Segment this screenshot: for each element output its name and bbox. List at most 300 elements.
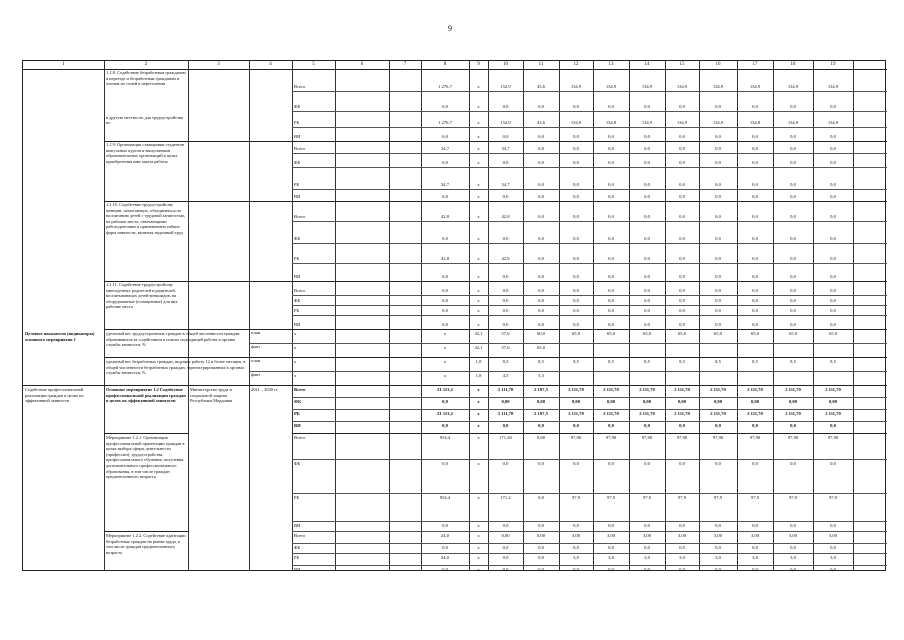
funding-source: ФБ: [294, 236, 301, 241]
year-value: 0,0: [644, 214, 650, 219]
year-value: 0,0: [573, 423, 579, 428]
year-value: 0,0: [830, 134, 836, 139]
year-value: 0,0: [502, 555, 509, 560]
total-value: х: [443, 373, 447, 378]
year-value: 134,9: [570, 84, 582, 89]
funding-source: х: [294, 345, 297, 350]
year-value: 0,0: [644, 274, 650, 279]
year-value: 152,9: [500, 84, 511, 89]
total-value: 21 113,2: [437, 387, 453, 392]
year-value: 97,9: [642, 495, 652, 500]
year-value: 134,9: [641, 84, 653, 89]
row-divider: [292, 189, 887, 190]
year-value: 0,0: [502, 567, 509, 572]
year-value: 0,0: [830, 274, 836, 279]
year-value: 0,0: [502, 322, 509, 327]
year-value: 0,0: [538, 288, 544, 293]
year-value: 0,0: [790, 423, 796, 428]
row-divider: [292, 263, 887, 264]
year-value: 134,9: [749, 120, 761, 125]
measure-description: 1.1.11. Содействие трудоустройству многодетных родителей и родителей, воспитывающих детей-инвалидов, на оборудованные (оснащенные) для них рабочие места: [106, 282, 178, 310]
year-value: 0,00: [536, 533, 546, 538]
year-value: 3,00: [606, 533, 616, 538]
year-value: 0,0: [715, 298, 721, 303]
row-divider: [292, 315, 887, 316]
year-value: 3,0: [608, 555, 614, 560]
year-value: 0,0: [752, 545, 758, 550]
year-value: 57,6: [501, 331, 510, 336]
base-value: 1,8: [475, 373, 482, 378]
measure-description: 1.1.8. Содействие безработным гражданам в переезде и безработным гражданам и членам их семей в переселении в другую местность для трудоустройства по: [106, 70, 186, 126]
year-value: 0,0: [573, 146, 579, 151]
year-value: 0,0: [679, 104, 685, 109]
year-value: 42,8: [501, 256, 510, 261]
year-value: 0,0: [573, 298, 579, 303]
year-value: 3,00: [750, 533, 760, 538]
year-value: 134,9: [605, 84, 617, 89]
column-divider: [188, 61, 189, 570]
funding-source: Всего: [294, 435, 306, 440]
year-value: 0,0: [644, 308, 650, 313]
year-value: 0,0: [679, 308, 685, 313]
year-value: 0,00: [750, 399, 760, 404]
total-value: 21 113,2: [437, 411, 453, 416]
base-value: х: [477, 274, 480, 279]
year-value: 0,0: [752, 134, 758, 139]
year-value: 0,0: [715, 523, 721, 528]
year-value: 0,0: [538, 545, 544, 550]
row-divider: [23, 385, 887, 386]
year-value: 97,90: [605, 435, 617, 440]
total-value: 34,7: [440, 182, 450, 187]
year-value: 0,0: [608, 134, 614, 139]
year-value: 0,0: [538, 214, 544, 219]
base-value: х: [477, 298, 480, 303]
year-value: 2 111,70: [674, 411, 690, 416]
year-value: 0,0: [679, 134, 685, 139]
year-value: 65,0: [642, 331, 652, 336]
base-value: х: [477, 182, 480, 187]
year-value: 0,0: [830, 288, 836, 293]
year-value: 3,00: [828, 533, 838, 538]
row-divider: [292, 91, 887, 92]
year-value: 0,0: [679, 214, 685, 219]
year-value: 0,0: [830, 461, 836, 466]
indicator-section-label: Целевые показатели (индикаторы) основного мероприятия 1: [25, 331, 95, 342]
year-value: 3,00: [571, 533, 581, 538]
year-value: 0,0: [573, 567, 579, 572]
year-value: 0,0: [644, 256, 650, 261]
total-value: 42,8: [440, 214, 450, 219]
year-value: 0,0: [644, 423, 650, 428]
year-value: 0,00: [713, 399, 723, 404]
year-value: 0,0: [608, 308, 614, 313]
year-value: 2 111,70: [825, 411, 841, 416]
funding-source: Всего: [294, 146, 306, 151]
year-value: 134,9: [827, 84, 839, 89]
year-value: 134,9: [787, 120, 799, 125]
year-value: 0,0: [573, 308, 579, 313]
year-value: 0,0: [538, 423, 544, 428]
row-divider: [292, 543, 887, 544]
year-value: 0,0: [790, 567, 796, 572]
budget-table: [22, 60, 886, 571]
funding-source: ВИ: [294, 274, 301, 279]
year-value: 2 111,70: [747, 387, 763, 392]
total-value: 0,0: [442, 134, 448, 139]
period: 2021 – 2030 гг.: [251, 387, 279, 392]
year-value: 0,0: [608, 322, 614, 327]
year-value: 0,0: [573, 194, 579, 199]
row-divider: [292, 531, 887, 532]
year-value: 97,9: [788, 495, 798, 500]
base-value: х: [477, 104, 480, 109]
total-value: 0,0: [442, 461, 448, 466]
year-value: 0,0: [644, 523, 650, 528]
year-value: 0,0: [608, 545, 614, 550]
year-value: 0,0: [715, 214, 721, 219]
year-value: 0,0: [752, 308, 758, 313]
measure-description: 1.1.10. Содействие трудоустройству женщин, помогающих, объединяться по воспитанию детей с трудовой занятостью, на рабочие места, отвечающими работодателями и применением гибких форм занятости, включая надомный труд: [106, 202, 186, 235]
base-value: х: [477, 411, 480, 416]
row-divider: [292, 565, 887, 566]
base-value: х: [477, 387, 480, 392]
base-value: х: [477, 134, 480, 139]
year-value: 0,0: [715, 288, 721, 293]
funding-source: РБ: [294, 120, 300, 125]
year-value: 65,0: [828, 331, 838, 336]
year-value: 0,0: [790, 104, 796, 109]
total-value: х: [443, 331, 447, 336]
plan-label: план: [251, 358, 261, 363]
year-value: 0,0: [715, 104, 721, 109]
year-value: 0,0: [715, 236, 721, 241]
base-value: 42,1: [474, 345, 483, 350]
row-divider: [292, 127, 887, 128]
year-value: 0,0: [644, 461, 650, 466]
year-value: 97,90: [676, 435, 688, 440]
fact-label: факт: [251, 372, 261, 377]
year-value: 0,0: [608, 423, 614, 428]
column-divider: [104, 61, 105, 570]
funding-source: ФБ: [294, 104, 301, 109]
total-value: 1 276,7: [438, 84, 452, 89]
total-value: 0,0: [442, 523, 448, 528]
year-value: 134,9: [712, 120, 724, 125]
year-value: 97,90: [641, 435, 653, 440]
funding-source: РБ: [294, 495, 300, 500]
row-divider: [104, 433, 188, 434]
main-measure-title: Основное мероприятие 1.2 Содействие профессиональной реализации граждан в целях их эффективной занятости: [106, 387, 186, 404]
year-value: 65,0: [571, 331, 581, 336]
year-value: 0,0: [679, 160, 685, 165]
year-value: 2 111,70: [603, 387, 619, 392]
year-value: 0,0: [790, 160, 796, 165]
year-value: 0,0: [790, 146, 796, 151]
year-value: 0,0: [608, 274, 614, 279]
year-value: 97,9: [677, 495, 687, 500]
total-value: х: [443, 359, 447, 364]
year-value: 2 111,70: [497, 387, 514, 392]
year-value: 0,0: [502, 423, 509, 428]
funding-source: х: [294, 331, 297, 336]
year-value: 0,0: [538, 567, 544, 572]
year-value: 2 111,70: [639, 387, 655, 392]
year-value: 0,0: [830, 194, 836, 199]
year-value: 0,0: [608, 288, 614, 293]
year-value: 0,0: [715, 322, 721, 327]
funding-source: Всего: [294, 533, 306, 538]
total-value: 0,0: [442, 194, 448, 199]
total-value: 954,4: [439, 435, 451, 440]
row-divider: [292, 295, 887, 296]
year-value: 3,0: [830, 555, 836, 560]
year-value: 0,0: [752, 256, 758, 261]
year-value: 0,0: [679, 256, 685, 261]
header-number: 4: [269, 62, 272, 67]
year-value: 43,6: [536, 84, 546, 89]
year-value: 43,6: [536, 120, 546, 125]
base-value: х: [477, 322, 480, 327]
header-number: 11: [538, 62, 544, 67]
year-value: 0,0: [644, 545, 650, 550]
year-value: 0,0: [679, 423, 685, 428]
year-value: 8,5: [538, 359, 544, 364]
total-value: 0,0: [442, 160, 448, 165]
year-value: 57,6: [501, 345, 510, 350]
year-value: 0,0: [790, 256, 796, 261]
year-value: 0,0: [608, 146, 614, 151]
year-value: 0,0: [538, 461, 544, 466]
year-value: 3,0: [573, 555, 579, 560]
page-number: 9: [448, 24, 452, 33]
funding-source: РБ: [294, 555, 300, 560]
year-value: 34,7: [501, 182, 510, 187]
year-value: 0,0: [752, 567, 758, 572]
funding-source: ФБ: [294, 399, 301, 404]
year-value: 0,0: [644, 322, 650, 327]
row-divider: [292, 397, 887, 398]
year-value: 2 111,70: [603, 411, 619, 416]
year-value: 134,9: [676, 84, 688, 89]
year-value: 134,9: [570, 120, 582, 125]
year-value: 0,0: [752, 160, 758, 165]
base-value: х: [477, 399, 480, 404]
header-number: 8: [443, 62, 447, 67]
year-value: 0,0: [715, 274, 721, 279]
year-value: 171,2: [500, 495, 511, 500]
year-value: 8,5: [502, 359, 509, 364]
year-value: 0,0: [502, 134, 509, 139]
funding-source: РБ: [294, 308, 300, 313]
row-divider: [104, 357, 887, 358]
row-divider: [292, 305, 887, 306]
year-value: 2 111,70: [639, 411, 655, 416]
year-value: 0,0: [502, 236, 509, 241]
year-value: 0,0: [502, 104, 509, 109]
year-value: 8,5: [679, 359, 685, 364]
year-value: 0,0: [752, 461, 758, 466]
year-value: 0,0: [752, 182, 758, 187]
year-value: 0,0: [679, 236, 685, 241]
header-number: 15: [679, 62, 685, 67]
base-value: х: [477, 423, 480, 428]
measure-1-2-2: Мероприятие 1.2.2. Содействие адаптации безработных граждан на рынке труда, в том числе граждан предпенсионного возраста: [106, 533, 186, 555]
year-value: 0,0: [573, 461, 579, 466]
year-value: 97,90: [570, 435, 582, 440]
funding-source: ВИ: [294, 423, 301, 428]
year-value: 8,5: [715, 359, 721, 364]
header-number: 9: [477, 62, 480, 67]
year-value: 2 111,70: [710, 387, 726, 392]
year-value: 2 107,5: [534, 387, 548, 392]
base-value: х: [477, 435, 480, 440]
year-value: 0,0: [830, 523, 836, 528]
header-number: 3: [217, 62, 220, 67]
year-value: 0,0: [830, 146, 836, 151]
total-value: 0,0: [442, 104, 448, 109]
year-value: 0,0: [752, 322, 758, 327]
year-value: 0,00: [571, 399, 581, 404]
year-value: 0,0: [608, 182, 614, 187]
base-value: х: [477, 236, 480, 241]
base-value: х: [477, 567, 480, 572]
funding-source: РБ: [294, 182, 300, 187]
year-value: 0,0: [830, 567, 836, 572]
base-value: х: [477, 84, 480, 89]
fact-label: факт: [251, 344, 261, 349]
header-number: 10: [503, 62, 508, 67]
year-value: 171,20: [499, 435, 512, 440]
year-value: 0,0: [502, 523, 509, 528]
year-value: 134,9: [787, 84, 799, 89]
base-value: х: [477, 288, 480, 293]
row-divider: [292, 421, 887, 422]
year-value: 3,0: [752, 555, 758, 560]
year-value: 0,0: [830, 160, 836, 165]
base-value: х: [477, 256, 480, 261]
total-value: 0,0: [442, 423, 448, 428]
year-value: 0,0: [790, 134, 796, 139]
row-divider: [292, 167, 887, 168]
year-value: 3,0: [790, 555, 796, 560]
year-value: 0,0: [830, 236, 836, 241]
row-divider: [292, 493, 887, 494]
year-value: 0,00: [536, 435, 546, 440]
year-value: 0,0: [538, 256, 544, 261]
year-value: 0,0: [538, 495, 544, 500]
year-value: 0,0: [644, 236, 650, 241]
row-divider: [292, 329, 887, 330]
year-value: 0,00: [642, 399, 652, 404]
year-value: 0,0: [573, 288, 579, 293]
year-value: 2 111,70: [825, 387, 841, 392]
total-value: 0,0: [442, 288, 448, 293]
year-value: 0,0: [538, 555, 544, 560]
year-value: 0,00: [828, 399, 838, 404]
year-value: 0,0: [502, 194, 509, 199]
year-value: 0,0: [715, 146, 721, 151]
year-value: 0,0: [502, 308, 509, 313]
base-value: х: [477, 533, 480, 538]
base-value: х: [477, 160, 480, 165]
header-number: 7: [403, 62, 407, 67]
funding-source: ВИ: [294, 322, 301, 327]
header-number: 14: [644, 62, 650, 67]
total-value: 0,0: [442, 298, 448, 303]
year-value: 0,0: [790, 274, 796, 279]
funding-source: Всего: [294, 214, 306, 219]
year-value: 0,0: [608, 194, 614, 199]
year-value: 0,0: [679, 194, 685, 199]
year-value: 0,0: [679, 567, 685, 572]
year-value: 0,0: [790, 298, 796, 303]
year-value: 60,0: [536, 331, 546, 336]
year-value: 134,9: [712, 84, 724, 89]
year-value: 65,0: [536, 345, 546, 350]
base-value: х: [477, 523, 480, 528]
funding-source: ФБ: [294, 298, 301, 303]
year-value: 0,0: [830, 298, 836, 303]
year-value: 0,0: [538, 194, 544, 199]
year-value: 0,00: [677, 399, 687, 404]
year-value: 65,0: [606, 331, 616, 336]
year-value: 0,0: [790, 461, 796, 466]
year-value: 0,0: [608, 160, 614, 165]
funding-source: ВИ: [294, 194, 301, 199]
year-value: 0,0: [573, 523, 579, 528]
header-number: 5: [312, 62, 315, 67]
year-value: 8,5: [830, 359, 836, 364]
year-value: 34,7: [501, 146, 510, 151]
year-value: 0,0: [679, 545, 685, 550]
year-value: 4,5: [502, 373, 509, 378]
row-divider: [292, 141, 887, 142]
year-value: 0,0: [573, 134, 579, 139]
year-value: 0,0: [538, 298, 544, 303]
row-divider: [292, 521, 887, 522]
header-number: 2: [144, 62, 148, 67]
funding-source: ВИ: [294, 523, 301, 528]
year-value: 0,0: [715, 256, 721, 261]
year-value: 97,9: [606, 495, 616, 500]
year-value: 8,5: [608, 359, 614, 364]
header-number: 19: [830, 62, 836, 67]
year-value: 3,0: [715, 555, 721, 560]
year-value: 3,00: [677, 533, 687, 538]
year-value: 0,0: [538, 274, 544, 279]
row-divider: [292, 243, 887, 244]
measure-description: 1.1.9. Организация стажировки студентов выпускных курсов и выпускников образовательных организаций в целях приобретения ими опыта работы: [106, 142, 184, 164]
year-value: 0,0: [752, 423, 758, 428]
year-value: 0,00: [788, 399, 798, 404]
year-value: 65,0: [713, 331, 723, 336]
funding-source: РБ: [294, 256, 300, 261]
year-value: 0,0: [573, 236, 579, 241]
year-value: 0,0: [830, 322, 836, 327]
year-value: 42,8: [501, 214, 510, 219]
base-value: 42,1: [474, 331, 483, 336]
year-value: 0,0: [644, 104, 650, 109]
year-value: 3,00: [642, 533, 652, 538]
year-value: 3,00: [713, 533, 723, 538]
header-number: 13: [608, 62, 614, 67]
year-value: 0,0: [538, 523, 544, 528]
base-value: х: [477, 308, 480, 313]
year-value: 3,00: [788, 533, 798, 538]
total-value: 0,0: [442, 322, 448, 327]
year-value: 0,0: [830, 308, 836, 313]
